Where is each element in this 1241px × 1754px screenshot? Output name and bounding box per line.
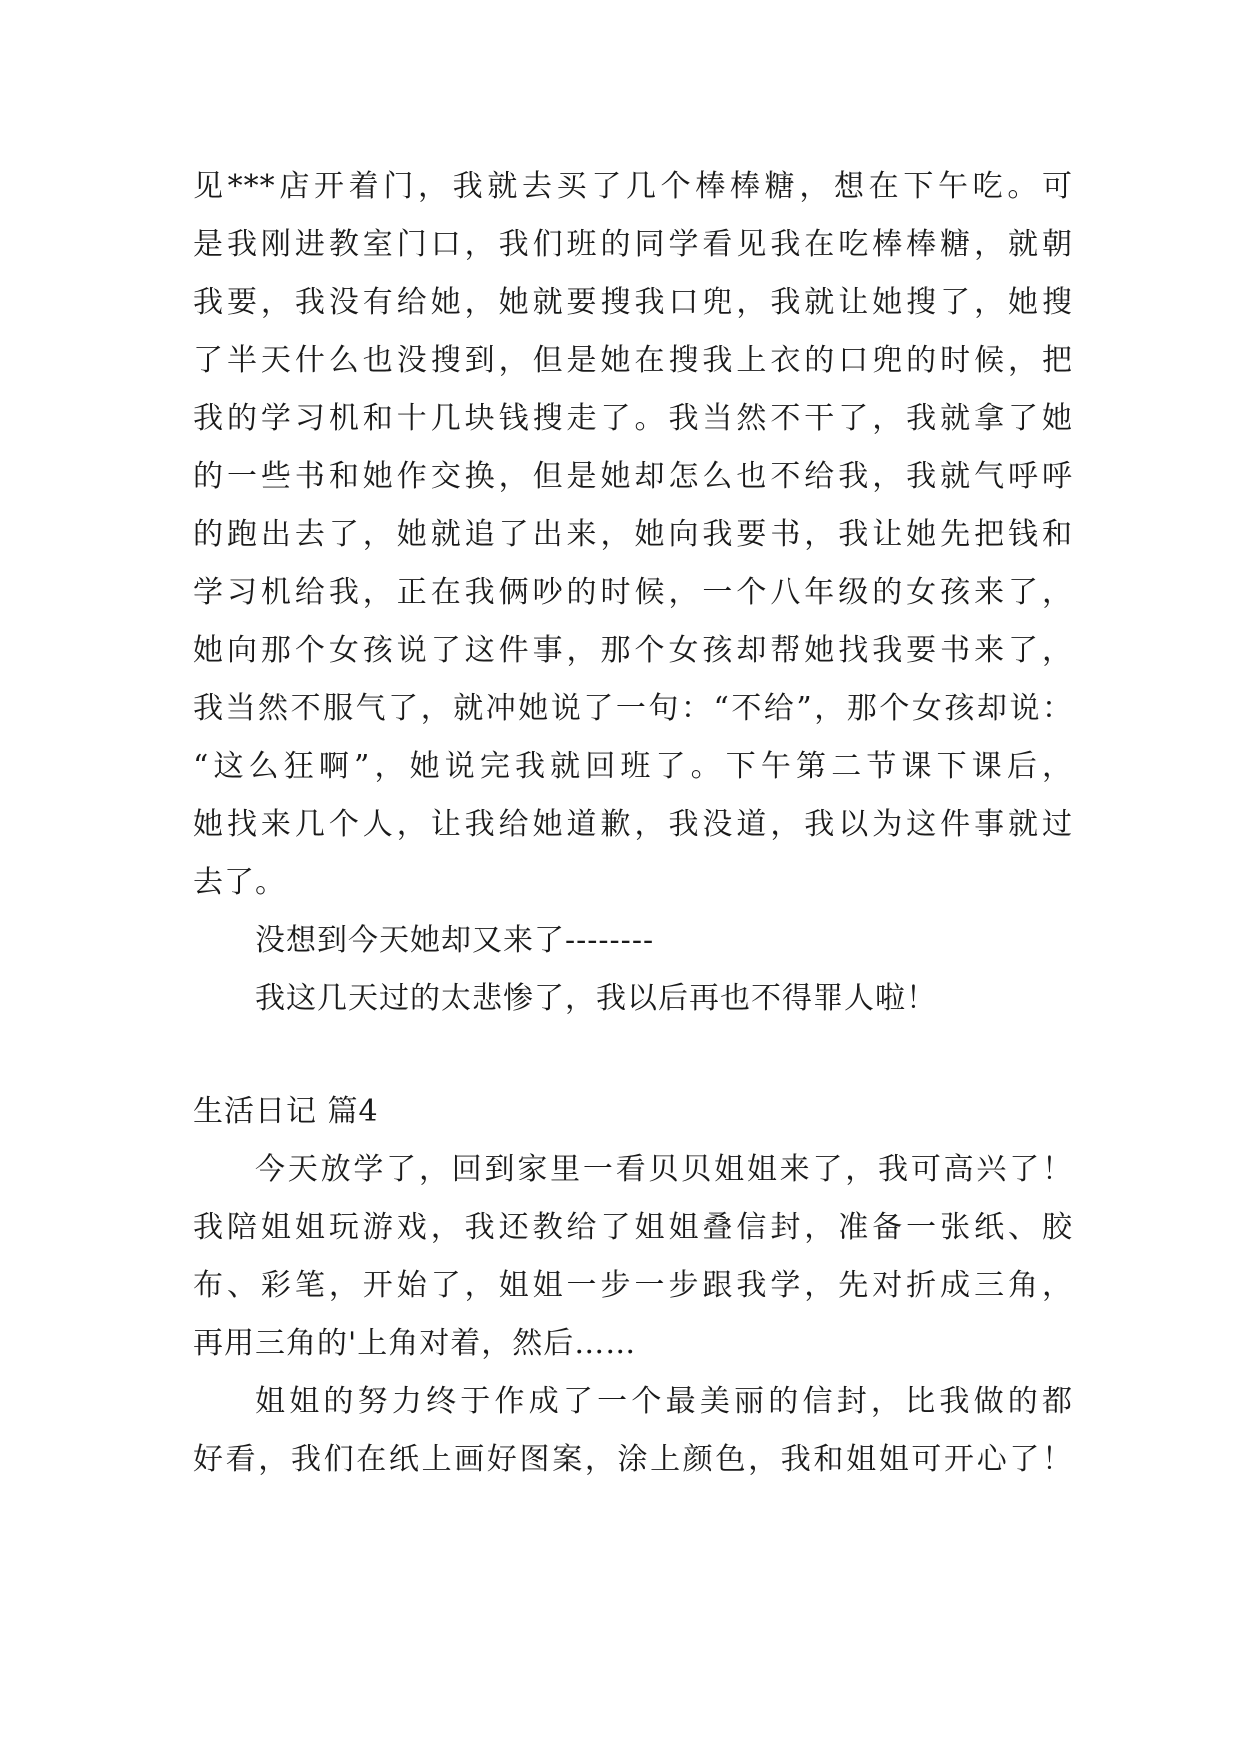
paragraph-result xyxy=(193,1373,1073,1489)
text-line: 我的学习机和十几块钱搜走了。我当然不干了，我就拿了她 xyxy=(193,401,1073,436)
paragraph-conclusion: 我这几天过的太悲惨了，我以后再也不得罪人啦！ xyxy=(255,981,937,1016)
text-line: 今天放学了，回到家里一看贝贝姐姐来了，我可高兴了！ xyxy=(255,1152,1073,1187)
section-heading: 生活日记 篇4 xyxy=(193,1094,379,1129)
text-line: 学习机给我，正在我俩吵的时候，一个八年级的女孩来了， xyxy=(193,575,1073,610)
text-line: 姐姐的努力终于作成了一个最美丽的信封，比我做的都 xyxy=(255,1384,1073,1419)
text-line: 再用三角的'上角对着，然后…… xyxy=(193,1326,637,1361)
paragraph-today: 没想到今天她却又来了-------- xyxy=(255,923,655,958)
text-line: “这么狂啊”，她说完我就回班了。下午第二节课下课后， xyxy=(193,749,1073,784)
text-line: 好看，我们在纸上画好图案，涂上颜色，我和姐姐可开心了！ xyxy=(193,1442,1073,1477)
text-line: 了半天什么也没搜到，但是她在搜我上衣的口兜的时候，把 xyxy=(193,343,1073,378)
text-line: 她向那个女孩说了这件事，那个女孩却帮她找我要书来了， xyxy=(193,633,1073,668)
document-page xyxy=(193,158,1073,1489)
text-line: 她找来几个人，让我给她道歉，我没道，我以为这件事就过 xyxy=(193,807,1073,842)
section-gap xyxy=(193,1028,1073,1083)
paragraph-envelope xyxy=(193,1141,1073,1373)
text-line: 我当然不服气了，就冲她说了一句：“不给”，那个女孩却说： xyxy=(193,691,1073,726)
text-line: 的一些书和她作交换，但是她却怎么也不给我，我就气呼呼 xyxy=(193,459,1073,494)
text-line: 布、彩笔，开始了，姐姐一步一步跟我学，先对折成三角， xyxy=(193,1268,1073,1303)
paragraph-story xyxy=(193,158,1073,912)
text-line: 是我刚进教室门口，我们班的同学看见我在吃棒棒糖，就朝 xyxy=(193,227,1073,262)
text-line: 我陪姐姐玩游戏，我还教给了姐姐叠信封，准备一张纸、胶 xyxy=(193,1210,1073,1245)
text-line: 我要，我没有给她，她就要搜我口兜，我就让她搜了，她搜 xyxy=(193,285,1073,320)
text-line: 去了。 xyxy=(193,865,286,900)
text-line: 的跑出去了，她就追了出来，她向我要书，我让她先把钱和 xyxy=(193,517,1073,552)
text-line: 见***店开着门，我就去买了几个棒棒糖，想在下午吃。可 xyxy=(193,169,1073,204)
